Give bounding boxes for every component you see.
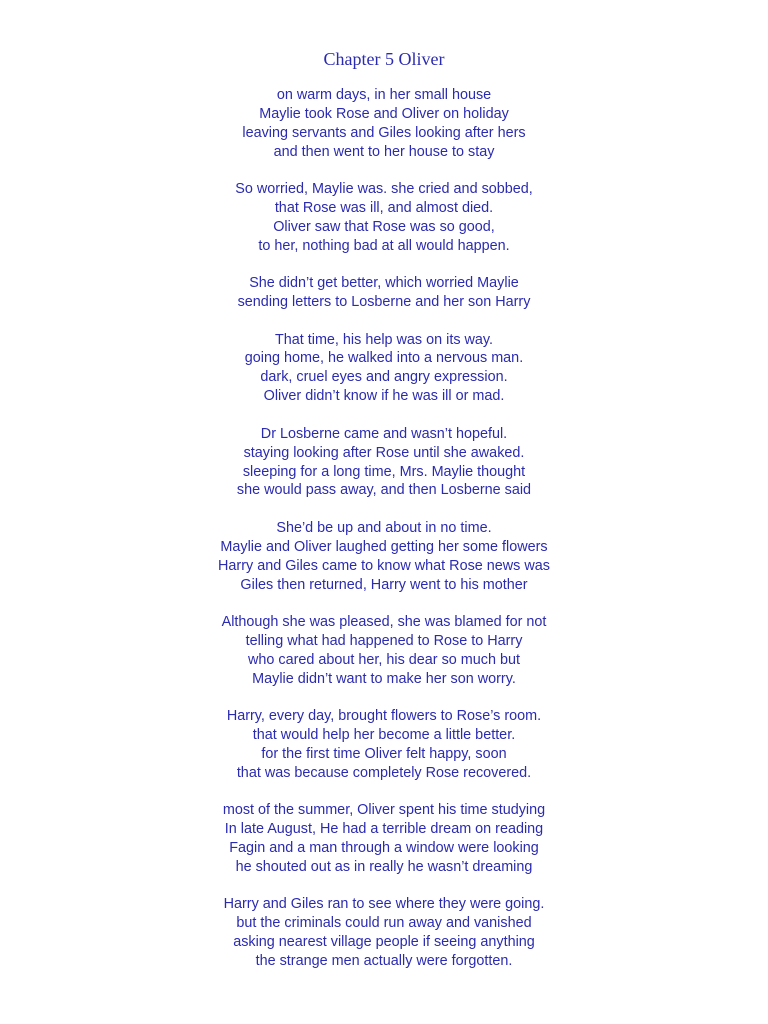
stanza: [0, 180, 768, 256]
poem-line: going home, he walked into a nervous man.: [244, 350, 524, 367]
poem-line: Oliver didn’t know if he was ill or mad.: [263, 388, 505, 405]
poem-line: who cared about her, his dear so much but: [248, 651, 520, 668]
poem-line: Fagin and a man through a window were looking: [229, 840, 539, 856]
poem-line: she would pass away, and then Losberne said: [236, 482, 532, 499]
poem-line: asking nearest village people if seeing anything: [233, 934, 535, 951]
chapter-title: Chapter 5 Oliver: [323, 49, 445, 69]
poem-line: So worried, Maylie was. she cried and sobbed,: [235, 181, 533, 198]
poem-line: That time, his help was on its way.: [274, 331, 494, 348]
poem-line: that was because completely Rose recovered.: [236, 764, 532, 781]
poem-line: She didn’t get better, which worried Maylie: [249, 275, 519, 292]
stanza: [0, 895, 768, 971]
poem-line: She’d be up and about in no time.: [276, 519, 492, 536]
poem-line: and then went to her house to stay: [273, 143, 495, 160]
poem-line: but the criminals could run away and vanished: [236, 915, 532, 932]
stanza: [0, 86, 768, 162]
poem-line: to her, nothing bad at all would happen.: [258, 237, 510, 254]
poem-line: Giles then returned, Harry went to his mother: [240, 576, 528, 593]
poem-line: Oliver saw that Rose was so good,: [273, 218, 495, 235]
poem-line: most of the summer, Oliver spent his time studying: [222, 802, 546, 819]
poem-line: Dr Losberne came and wasn’t hopeful.: [260, 425, 508, 442]
poem-line: Harry and Giles came to know what Rose news was: [218, 557, 550, 574]
poem-line: Although she was pleased, she was blamed for not: [221, 613, 547, 630]
poem-line: he shouted out as in really he wasn’t dreaming: [235, 858, 533, 875]
poem-line: staying looking after Rose until she awaked.: [243, 444, 525, 461]
poem-line: Harry and Giles ran to see where they were going.: [223, 896, 545, 913]
poem-body: [0, 86, 768, 989]
poem-line: that would help her become a little better.: [252, 726, 516, 743]
poem-line: dark, cruel eyes and angry expression.: [260, 369, 508, 386]
poem-line: Harry, every day, brought flowers to Rose’s room.: [226, 708, 542, 725]
stanza: [0, 519, 768, 595]
poem-line: that Rose was ill, and almost died.: [274, 200, 494, 217]
stanza: [0, 331, 768, 407]
poem-line: the strange men actually were forgotten.: [255, 953, 513, 970]
poem-line: sleeping for a long time, Mrs. Maylie thought: [242, 463, 526, 480]
poem-line: Maylie didn’t want to make her son worry.: [252, 670, 516, 687]
poem-line: Maylie and Oliver laughed getting her some flowers: [220, 538, 548, 555]
poem-line: leaving servants and Giles looking after hers: [242, 124, 526, 141]
poem-line: for the first time Oliver felt happy, soon: [261, 745, 507, 762]
stanza: [0, 707, 768, 783]
poem-line: telling what had happened to Rose to Harry: [245, 632, 523, 649]
stanza: [0, 801, 768, 877]
stanza: [0, 613, 768, 689]
poem-line: on warm days, in her small house: [276, 87, 492, 103]
poem-line: Maylie took Rose and Oliver on holiday: [259, 105, 509, 122]
poem-line: In late August, He had a terrible dream on reading: [224, 821, 544, 838]
stanza: [0, 274, 768, 312]
poem-line: sending letters to Losberne and her son Harry: [237, 294, 531, 311]
stanza: [0, 425, 768, 501]
